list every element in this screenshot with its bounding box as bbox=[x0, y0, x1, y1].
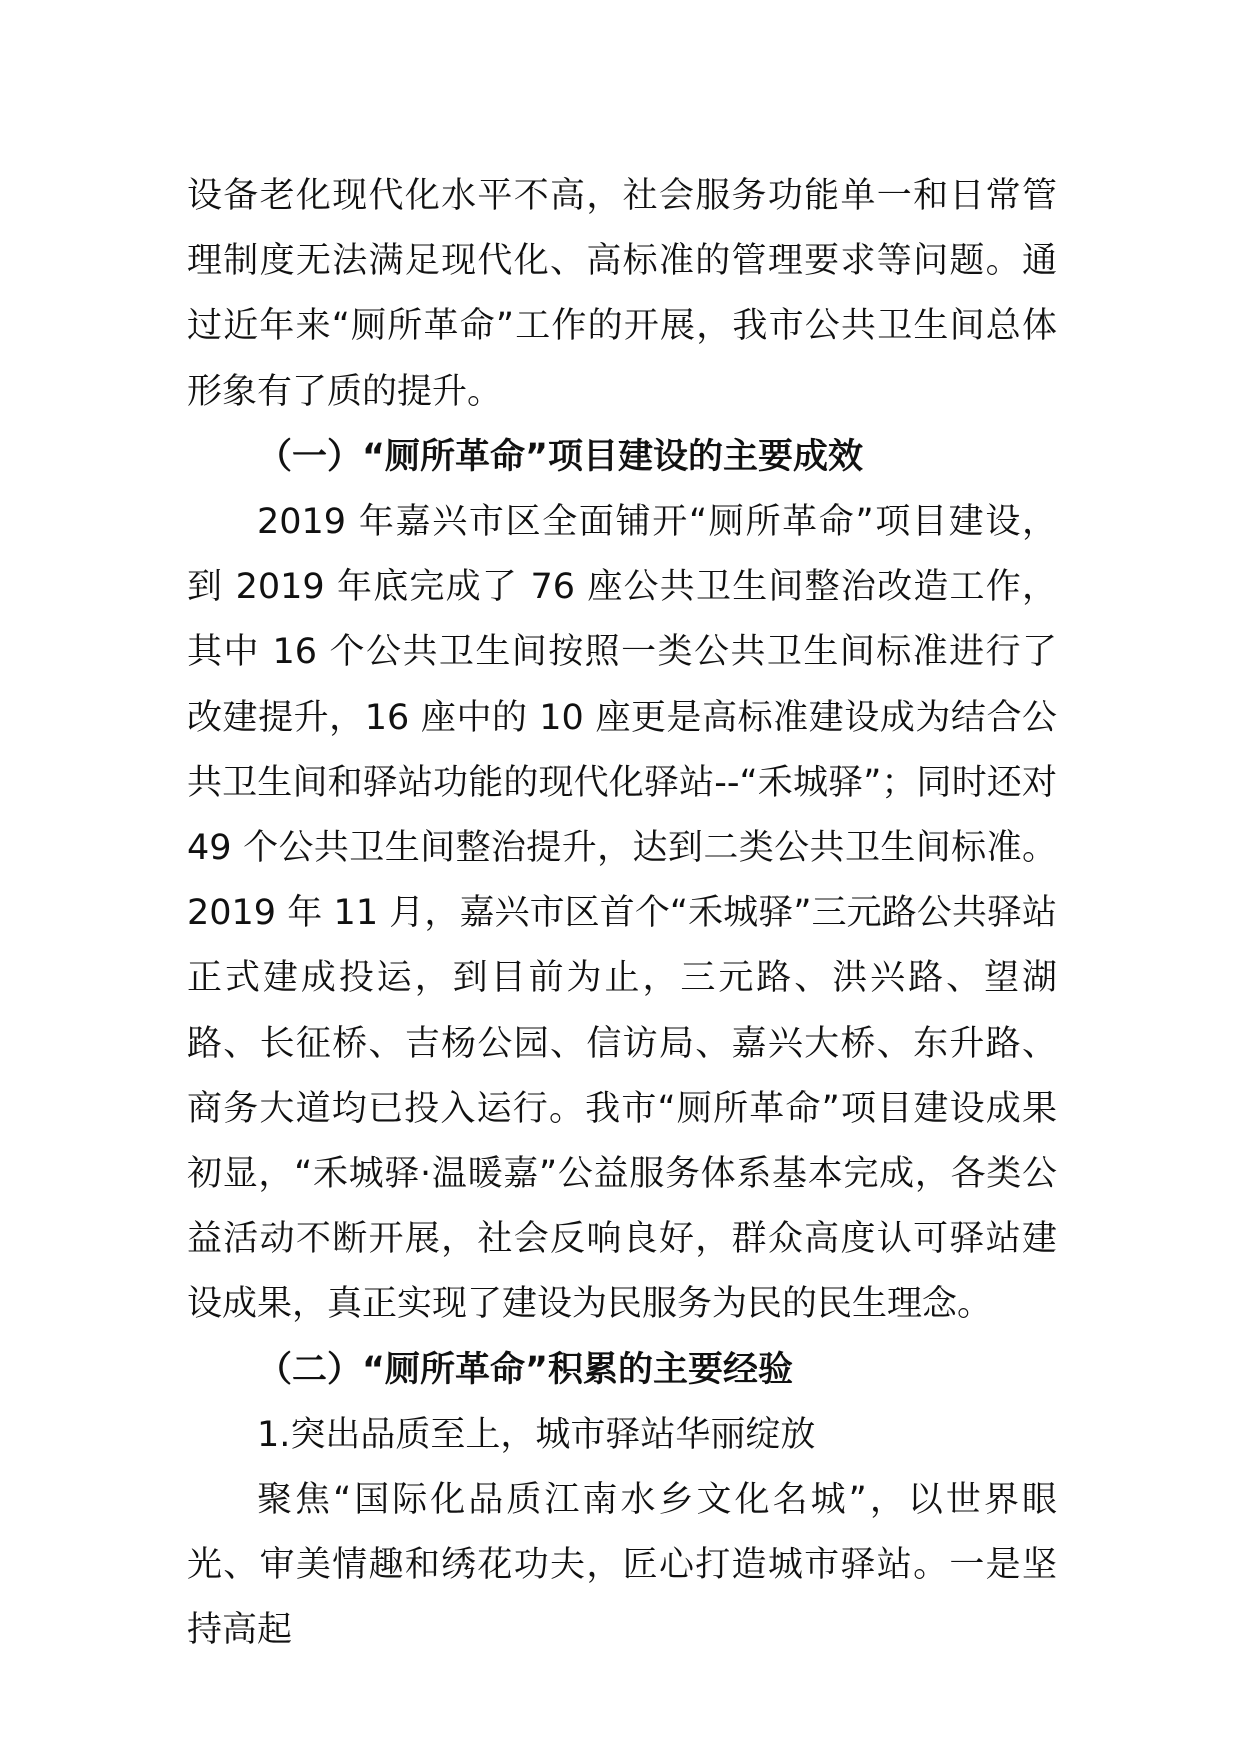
body-paragraph: 2019 年嘉兴市区全面铺开“厕所革命”项目建设，到 2019 年底完成了 76 座公共卫生间整治改造工作，其中 16 个公共卫生间按照一类公共卫生间标准进行了改建提升，16 座中的 10 座更是高标准建设成为结合公共卫生间和驿站功能的现代化驿站--“禾城驿”；同时还对 49 个公共卫生间整治提升，达到二类公共卫生间标准。2019 年 11 月，嘉兴市区首个“禾城驿”三元路公共驿站正式建成投运，到目前为止，三元路、洪兴路、望湖路、长征桥、吉杨公园、信访局、嘉兴大桥、东升路、商务大道均已投入运行。我市“厕所革命”项目建设成果初显，“禾城驿·温暖嘉”公益服务体系基本完成，各类公益活动不断开展，社会反响良好，群众高度认可驿站建设成果，真正实现了建设为民服务为民的民生理念。 bbox=[187, 502, 1057, 1325]
document-body bbox=[187, 164, 1057, 1664]
section-heading: （二）“厕所革命”积累的主要经验 bbox=[257, 1349, 794, 1390]
subsection-heading: 1.突出品质至上，城市驿站华丽绽放 bbox=[257, 1414, 816, 1455]
body-paragraph: 聚焦“国际化品质江南水乡文化名城”，以世界眼光、审美情趣和绣花功夫，匠心打造城市驿站。一是坚持高起 bbox=[187, 1480, 1057, 1651]
body-paragraph: 设备老化现代化水平不高，社会服务功能单一和日常管理制度无法满足现代化、高标准的管理要求等问题。通过近年来“厕所革命”工作的开展，我市公共卫生间总体形象有了质的提升。 bbox=[187, 176, 1057, 412]
section-heading: （一）“厕所革命”项目建设的主要成效 bbox=[257, 436, 864, 477]
